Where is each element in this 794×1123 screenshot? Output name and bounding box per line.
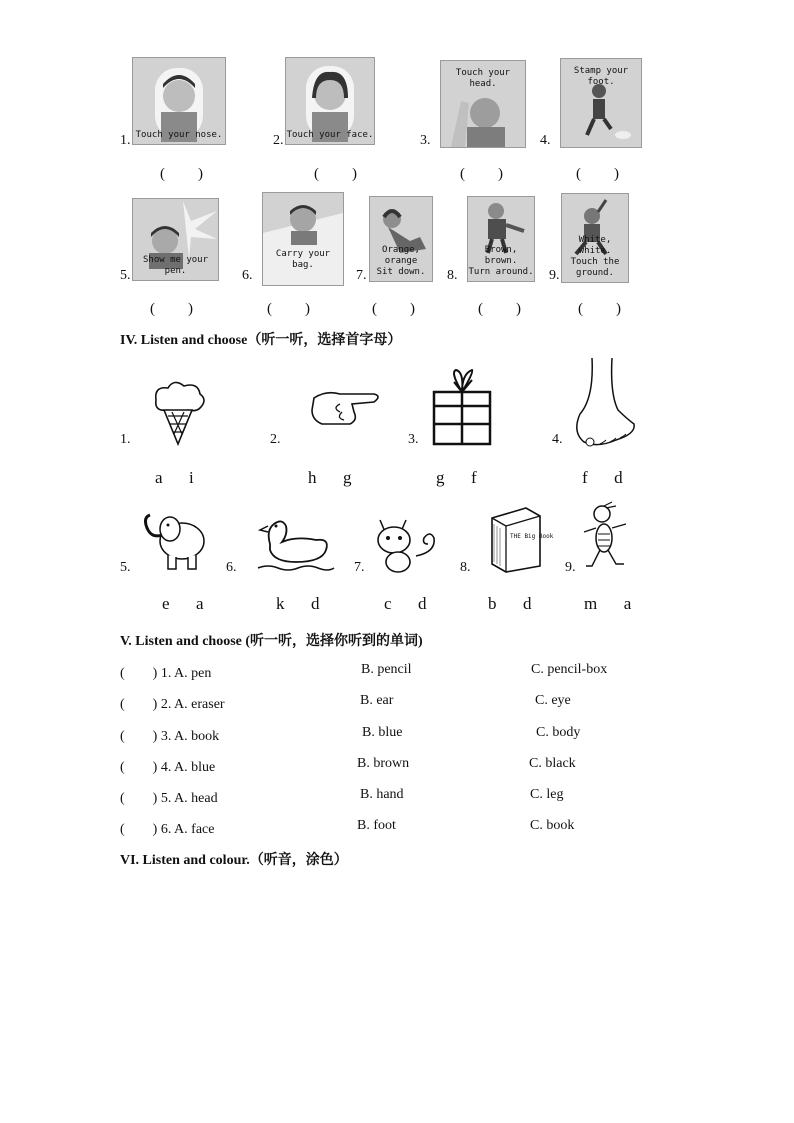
option-c[interactable]: C. eye	[535, 693, 571, 708]
question-stem[interactable]: ( ) 6. A. face	[120, 822, 215, 837]
letter-option[interactable]: e	[162, 594, 170, 613]
item-num: 4.	[552, 432, 563, 447]
letter-options	[436, 468, 477, 488]
option-c[interactable]: C. book	[530, 818, 575, 833]
letter-options	[155, 468, 194, 488]
item-num: 2.	[270, 432, 281, 447]
letter-option[interactable]: h	[308, 468, 317, 487]
item-num: 1.	[120, 133, 131, 148]
question-stem[interactable]: ( ) 2. A. eraser	[120, 697, 225, 712]
item-num: 6.	[226, 560, 237, 575]
item-num: 3.	[420, 133, 431, 148]
letter-options	[162, 594, 204, 614]
photo-caption: Show me your pen.	[142, 255, 209, 276]
option-c[interactable]: C. body	[536, 725, 581, 740]
photo-caption: Brown, brown. Turn around.	[468, 245, 534, 277]
item-num: 8.	[447, 268, 458, 283]
boy-carrying-bag-illustration	[263, 193, 343, 285]
elephant-icon	[140, 505, 210, 575]
item-num: 3.	[408, 432, 419, 447]
option-b[interactable]: B. foot	[357, 818, 396, 833]
duck-icon	[256, 508, 336, 576]
answer-blank[interactable]: ( )	[267, 301, 311, 317]
photo-caption: Orange, orange Sit down.	[376, 245, 426, 277]
item-num: 5.	[120, 268, 131, 283]
letter-option[interactable]: d	[311, 594, 320, 613]
option-b[interactable]: B. hand	[360, 787, 404, 802]
answer-blank[interactable]: ( )	[460, 166, 504, 182]
letter-options	[584, 594, 631, 614]
photo-9	[561, 193, 629, 283]
item-num: 7.	[356, 268, 367, 283]
letter-option[interactable]: d	[523, 594, 532, 613]
item-num: 4.	[540, 133, 551, 148]
option-c[interactable]: C. pencil-box	[531, 662, 608, 677]
photo-1	[132, 57, 226, 145]
gift-box-icon	[428, 368, 496, 448]
letter-option[interactable]: g	[343, 468, 352, 487]
photo-4	[560, 58, 642, 148]
item-num: 5.	[120, 560, 131, 575]
answer-blank[interactable]: ( )	[576, 166, 620, 182]
item-num: 8.	[460, 560, 471, 575]
question-stem[interactable]: ( ) 3. A. book	[120, 729, 220, 744]
option-c[interactable]: C. black	[529, 756, 576, 771]
item-num: 9.	[565, 560, 576, 575]
photo-caption: Carry your bag.	[275, 249, 331, 270]
photo-caption: Touch your nose.	[135, 130, 223, 140]
pointing-hand-icon	[304, 380, 384, 436]
section-title-iv: IV. Listen and choose（听一听，选择首字母）	[120, 333, 402, 348]
item-num: 2.	[273, 133, 284, 148]
letter-option[interactable]: a	[623, 594, 632, 613]
question-stem[interactable]: ( ) 4. A. blue	[120, 760, 216, 775]
letter-options	[384, 594, 427, 614]
cat-icon	[372, 512, 444, 576]
item-num: 7.	[354, 560, 365, 575]
letter-option[interactable]: f	[582, 468, 588, 487]
item-num: 6.	[242, 268, 253, 283]
photo-6	[262, 192, 344, 286]
answer-blank[interactable]: ( )	[478, 301, 522, 317]
section-title-v: V. Listen and choose (听一听，选择你听到的单词)	[120, 634, 423, 649]
option-b[interactable]: B. pencil	[361, 662, 412, 677]
item-num: 1.	[120, 432, 131, 447]
answer-blank[interactable]: ( )	[314, 166, 358, 182]
photo-5	[132, 198, 219, 281]
foot-icon	[570, 358, 640, 450]
ice-cream-icon	[148, 378, 208, 446]
book-icon	[486, 504, 554, 574]
letter-option[interactable]: k	[276, 594, 285, 613]
ant-icon	[582, 502, 634, 576]
option-b[interactable]: B. ear	[360, 693, 394, 708]
photo-caption: Touch your face.	[286, 130, 374, 140]
question-stem[interactable]: ( ) 1. A. pen	[120, 666, 212, 681]
photo-8	[467, 196, 535, 282]
answer-blank[interactable]: ( )	[372, 301, 416, 317]
letter-option[interactable]: f	[471, 468, 477, 487]
answer-blank[interactable]: ( )	[160, 166, 204, 182]
letter-options	[308, 468, 352, 488]
option-c[interactable]: C. leg	[530, 787, 564, 802]
photo-7	[369, 196, 433, 282]
letter-option[interactable]: m	[584, 594, 598, 613]
letter-option[interactable]: i	[189, 468, 194, 487]
photo-caption: Stamp your foot.	[573, 66, 629, 87]
item-num: 9.	[549, 268, 560, 283]
letter-option[interactable]: d	[614, 468, 623, 487]
photo-caption: White, white. Touch the ground.	[570, 235, 620, 278]
book-cover-text: THE Big Book	[510, 533, 554, 540]
option-b[interactable]: B. brown	[357, 756, 410, 771]
letter-option[interactable]: b	[488, 594, 497, 613]
letter-option[interactable]: c	[384, 594, 392, 613]
photo-caption: Touch your head.	[455, 68, 511, 89]
photo-3	[440, 60, 526, 148]
answer-blank[interactable]: ( )	[578, 301, 622, 317]
letter-option[interactable]: a	[196, 594, 204, 613]
letter-option[interactable]: g	[436, 468, 445, 487]
letter-options	[582, 468, 623, 488]
letter-option[interactable]: a	[155, 468, 163, 487]
answer-blank[interactable]: ( )	[150, 301, 194, 317]
section-title-vi: VI. Listen and colour.（听音，涂色）	[120, 853, 348, 868]
letter-options	[488, 594, 532, 614]
letter-option[interactable]: d	[418, 594, 427, 613]
letter-options	[276, 594, 320, 614]
question-stem[interactable]: ( ) 5. A. head	[120, 791, 218, 806]
option-b[interactable]: B. blue	[362, 725, 403, 740]
photo-2	[285, 57, 375, 145]
